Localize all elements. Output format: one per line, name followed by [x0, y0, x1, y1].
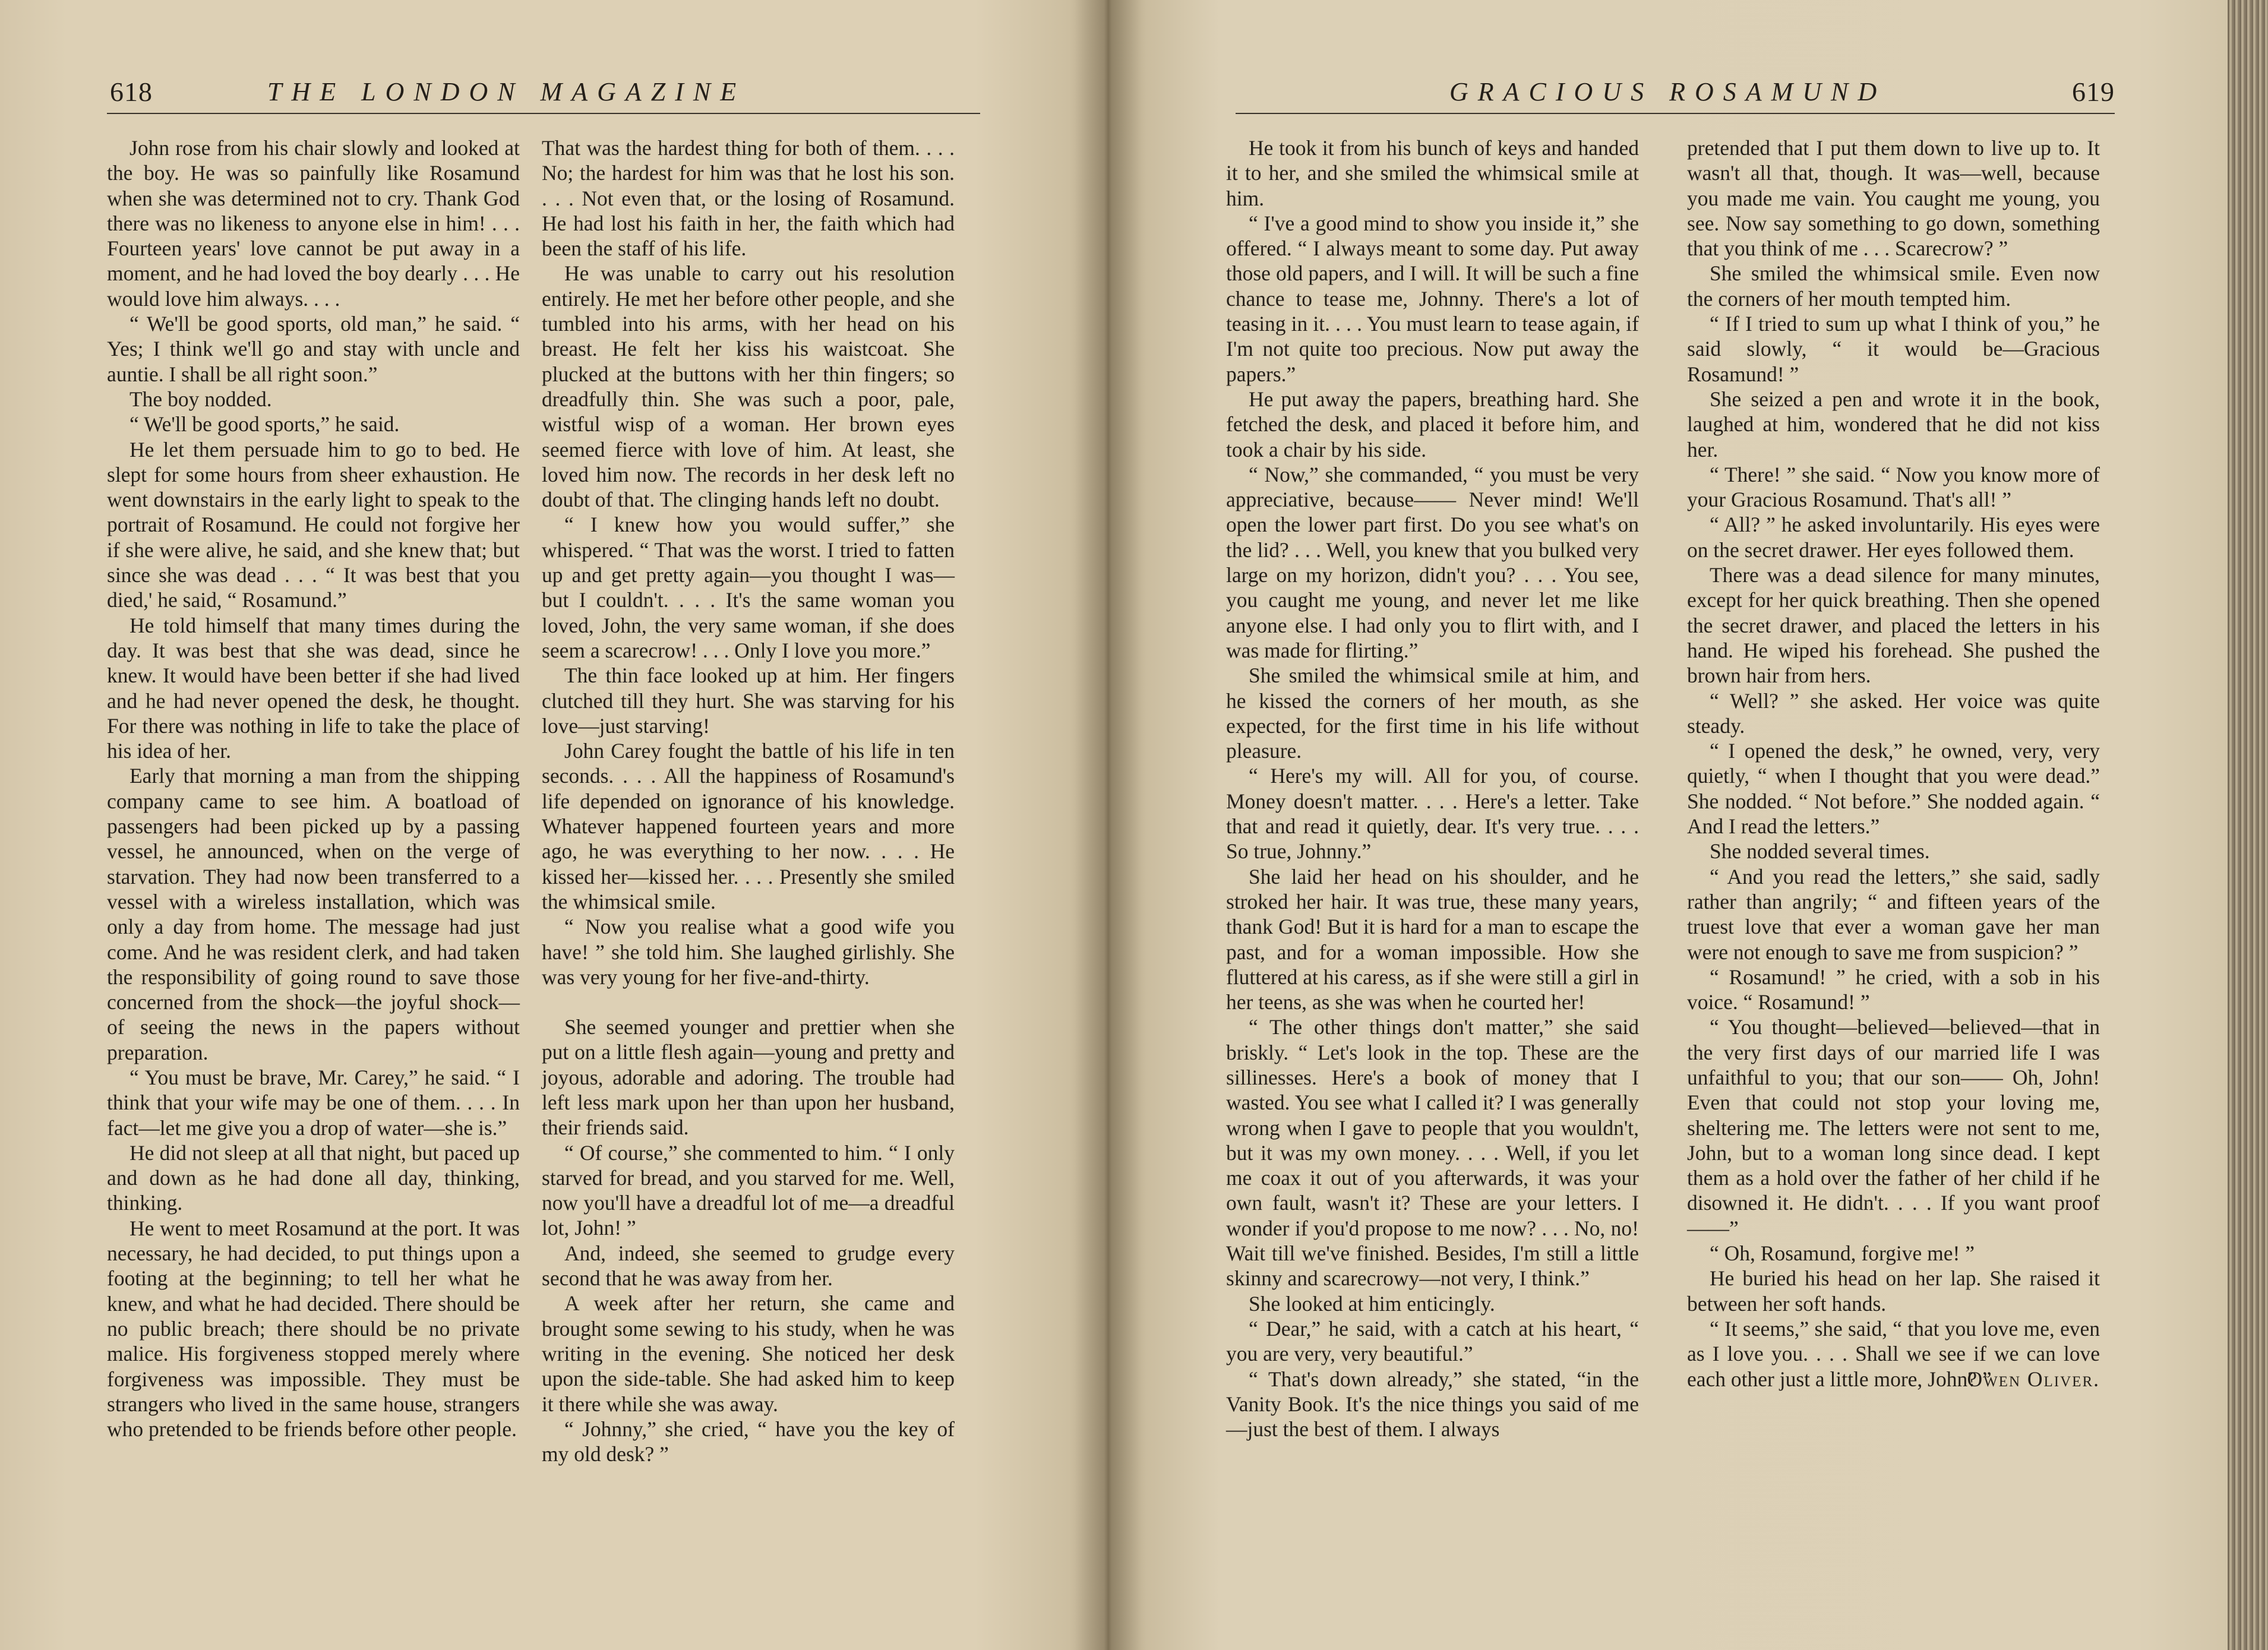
text-column-1: [107, 135, 520, 1442]
left-page: [0, 0, 1108, 1650]
paragraph: She looked at him enticingly.: [1249, 1291, 1495, 1316]
paragraph: And, indeed, she seemed to grudge every second that he was away from her.: [542, 1241, 955, 1291]
paragraph: She laid her head on his shoulder, and he stroked her hair. It was true, these many years, thank God! But it is hard for a man to escape the past, and for a woman impossible. How she fluttered at his caress, as if she were still a girl in her teens, as she was when he courted her!: [1226, 864, 1639, 1014]
paragraph: John rose from his chair slowly and looked at the boy. He was so painfully like Rosamund when she was determined not to cry. Thank God there was no likeness to anyone else in him! . . . Fourteen years' love cannot be put away in a moment, and he had loved the boy dearly . . . He would love him always. . . .: [107, 136, 520, 311]
paragraph: “ Johnny,” she cried, “ have you the key of my old desk? ”: [542, 1417, 955, 1466]
text-column-3: [1226, 135, 1639, 1442]
left-page-header: [107, 71, 980, 114]
paragraph: There was a dead silence for many minutes, except for her quick breathing. Then she opened the secret drawer, and placed the letters in his hand. He wiped his forehead. She pushed the brown hair from hers.: [1687, 563, 2100, 688]
running-title-right: GRACIOUS ROSAMUND: [1449, 77, 1887, 106]
paragraph: “ You must be brave, Mr. Carey,” he said. “ I think that your wife may be one of them. . . . In fact—let me give you a drop of water—she is.”: [107, 1065, 520, 1140]
paragraph: “ I opened the desk,” he owned, very, very quietly, “ when I thought that you were dead.” She nodded. “ Not before.” She nodded again. “ And I read the letters.”: [1687, 739, 2100, 839]
paragraph: He told himself that many times during the day. It was best that she was dead, since he knew. It would have been better if she had lived and he had never opened the desk, he thought. For there was nothing in life to take the place of his idea of her.: [107, 613, 520, 763]
paragraph: He went to meet Rosamund at the port. It was necessary, he had decided, to put things upon a footing at the beginning; to tell her what he knew, and what he had decided. There should be no public breach; there should be no private malice. His forgiveness stopped merely where forgiveness was impossible. They must be strangers who lived in the same house, strangers who pretended to be friends before other people.: [107, 1216, 520, 1442]
paragraph: He was unable to carry out his resolution entirely. He met her before other people, and she tumbled into his arms, with her head on his breast. He felt her kiss his waistcoat. She plucked at the buttons with her thin fingers; so dreadfully thin. She was such a poor, pale, wistful wisp of a woman. Her brown eyes seemed fierce with love of him. At least, she loved him now. The records in her desk left no doubt of that. The clinging hands left no doubt.: [542, 261, 955, 512]
paragraph: He put away the papers, breathing hard. She fetched the desk, and placed it before him, and took a chair by his side.: [1226, 387, 1639, 462]
paragraph: “ If I tried to sum up what I think of you,” he said slowly, “ it would be—Gracious Rosamund! ”: [1687, 312, 2100, 386]
right-page-header: [1236, 71, 2115, 114]
paragraph: The thin face looked up at him. Her fingers clutched till they hurt. She was starving for his love—just starving!: [542, 663, 955, 738]
paragraph: “ I've a good mind to show you inside it,” she offered. “ I always meant to some day. Put away those old papers, and I will. It will be such a fine chance to tease me, Johnny. There's a lot of teasing in it. . . . You must learn to tease again, if I'm not quite too precious. Now put away the papers.”: [1226, 211, 1639, 386]
paragraph: “ That's down already,” she stated, “in the Vanity Book. It's the nice things you said of me—just the best of them. I always: [1226, 1367, 1639, 1442]
paragraph: She smiled the whimsical smile. Even now the corners of her mouth tempted him.: [1687, 261, 2100, 311]
paragraph: She nodded several times.: [1710, 839, 1930, 864]
paragraph: That was the hardest thing for both of them. . . . No; the hardest for him was that he lost his son. . . . Not even that, or the losing of Rosamund. He had lost his faith in her, the faith which had been the staff of his life.: [542, 136, 955, 261]
paragraph: “ We'll be good sports,” he said.: [129, 412, 400, 437]
paragraph: A week after her return, she came and brought some sewing to his study, when he was writing in the evening. She noticed her desk upon the side-table. She had asked him to keep it there while she was away.: [542, 1291, 955, 1416]
paragraph: “ Now you realise what a good wife you have! ” she told him. She laughed girlishly. She was very young for her five-and-thirty.: [542, 915, 955, 989]
paragraph: “ Now,” she commanded, “ you must be very appreciative, because—— Never mind! We'll open the lower part first. Do you see what's on the lid? . . . Well, you knew that you bulked very large on my horizon, didn't you? . . . You see, you caught me young, and never let me like anyone else. I had only you to flirt with, and I was made for flirting.”: [1226, 462, 1639, 662]
paragraph: He did not sleep at all that night, but paced up and down as he had done all day, thinking, thinking.: [107, 1140, 520, 1215]
paragraph: “ Of course,” she commented to him. “ I only starved for bread, and you starved for me. Well, now you'll have a dreadful lot of me—a dreadful lot, John! ”: [542, 1140, 955, 1240]
section-break: [542, 990, 955, 1014]
book-page-edges: [2228, 0, 2268, 1650]
paragraph: “ You thought—believed—believed—that in the very first days of our married life I was unfaithful to you; that our son—— Oh, John! Even that could not stop your loving me, sheltering me. The letters were not sent to me, John, but to a woman long since dead. I kept them as a hold over the father of her child if he disowned it. He didn't. . . . If you want proof——”: [1687, 1015, 2100, 1240]
paragraph: “ Dear,” he said, with a catch at his heart, “ you are very, very beautiful.”: [1226, 1316, 1639, 1366]
author-signature: Owen Oliver.: [1967, 1367, 2100, 1391]
paragraph: He buried his head on her lap. She raised it between her soft hands.: [1687, 1266, 2100, 1316]
paragraph: “ We'll be good sports, old man,” he said. “ Yes; I think we'll go and stay with uncle and auntie. I shall be all right soon.”: [107, 312, 520, 386]
paragraph: “ There! ” she said. “ Now you know more of your Gracious Rosamund. That's all! ”: [1687, 462, 2100, 512]
page-number-right: 619: [2072, 77, 2115, 107]
paragraph: He took it from his bunch of keys and handed it to her, and she smiled the whimsical smile at him.: [1226, 136, 1639, 210]
paragraph: “ The other things don't matter,” she said briskly. “ Let's look in the top. These are the sillinesses. Here's a book of money that I wasted. You see what I called it? I was generally wrong when I gave to people that you wouldn't, but it was my own money. . . . Well, if you let me coax it out of you afterwards, it was your own fault, wasn't it? These are your letters. I wonder if you'd propose to me now? . . . No, no! Wait till we've finished. Besides, I'm still a little skinny and scarecrowy—not very, I think.”: [1226, 1015, 1639, 1291]
page-number-left: 618: [110, 77, 153, 107]
paragraph: John Carey fought the battle of his life in ten seconds. . . . All the happiness of Rosamund's life depended on ignorance of his knowledge. Whatever happened fourteen years and more ago, he was everything to her now. . . . He kissed her—kissed her. . . . Presently she smiled the whimsical smile.: [542, 739, 955, 913]
paragraph: She seized a pen and wrote it in the book, laughed at him, wondered that he did not kiss her.: [1687, 387, 2100, 462]
paragraph: “ All? ” he asked involuntarily. His eyes were on the secret drawer. Her eyes followed them.: [1687, 513, 2100, 562]
right-page: [1108, 0, 2228, 1650]
paragraph: “ Well? ” she asked. Her voice was quite steady.: [1687, 688, 2100, 738]
paragraph: He let them persuade him to go to bed. He slept for some hours from sheer exhaustion. He went downstairs in the early light to speak to the portrait of Rosamund. He could not forgive her if she were alive, he said, and she knew that; but since she was dead . . . “ It was best that you died,' he said, “ Rosamund.”: [107, 437, 520, 612]
paragraph: “ And you read the letters,” she said, sadly rather than angrily; “ and fifteen years of the truest love that ever a woman gave her man were not enough to save me from suspicion? ”: [1687, 864, 2100, 964]
paragraph: “ Oh, Rosamund, forgive me! ”: [1710, 1241, 1975, 1266]
paragraph: Early that morning a man from the shipping company came to see him. A boatload of passengers had been picked up by a passing vessel, he announced, when on the verge of starvation. They had now been transferred to a vessel with a wireless installation, which was only a day from home. The message had just come. And he was resident clerk, and had taken the responsibility of going round to save those concerned from the shock—the joyful shock—of seeing the news in the papers without preparation.: [107, 764, 520, 1064]
paragraph: She smiled the whimsical smile at him, and he kissed the corners of her mouth, as she expected, for the first time in his life without pleasure.: [1226, 663, 1639, 763]
paragraph: “ I knew how you would suffer,” she whispered. “ That was the worst. I tried to fatten up and get pretty again—you thought I was—but I couldn't. . . . It's the same woman you loved, John, the very same woman, if she does seem a scarecrow! . . . Only I love you more.”: [542, 513, 955, 662]
paragraph: The boy nodded.: [129, 387, 272, 411]
paragraph: pretended that I put them down to live up to. It wasn't all that, though. It was—well, because you made me vain. You caught me young, you see. Now say something to go down, something that you think of me . . . Scarecrow? ”: [1687, 136, 2100, 261]
paragraph: She seemed younger and prettier when she put on a little flesh again—young and pretty and joyous, adorable and adoring. The trouble had left less mark upon her than upon her husband, their friends said.: [542, 1015, 955, 1140]
paragraph: “ Rosamund! ” he cried, with a sob in his voice. “ Rosamund! ”: [1687, 965, 2100, 1014]
text-column-4: [1687, 135, 2100, 1392]
running-title-left: THE LONDON MAGAZINE: [267, 77, 746, 106]
paragraph: “ It seems,” she said, “ that you love me, even as I love you. . . . Shall we see if we can love each other just a little more, John? ”: [1687, 1316, 2100, 1391]
text-column-2: [542, 135, 955, 1466]
paragraph: “ Here's my will. All for you, of course. Money doesn't matter. . . . Here's a letter. Take that and read it quietly, dear. It's very true. . . . So true, Johnny.”: [1226, 764, 1639, 864]
